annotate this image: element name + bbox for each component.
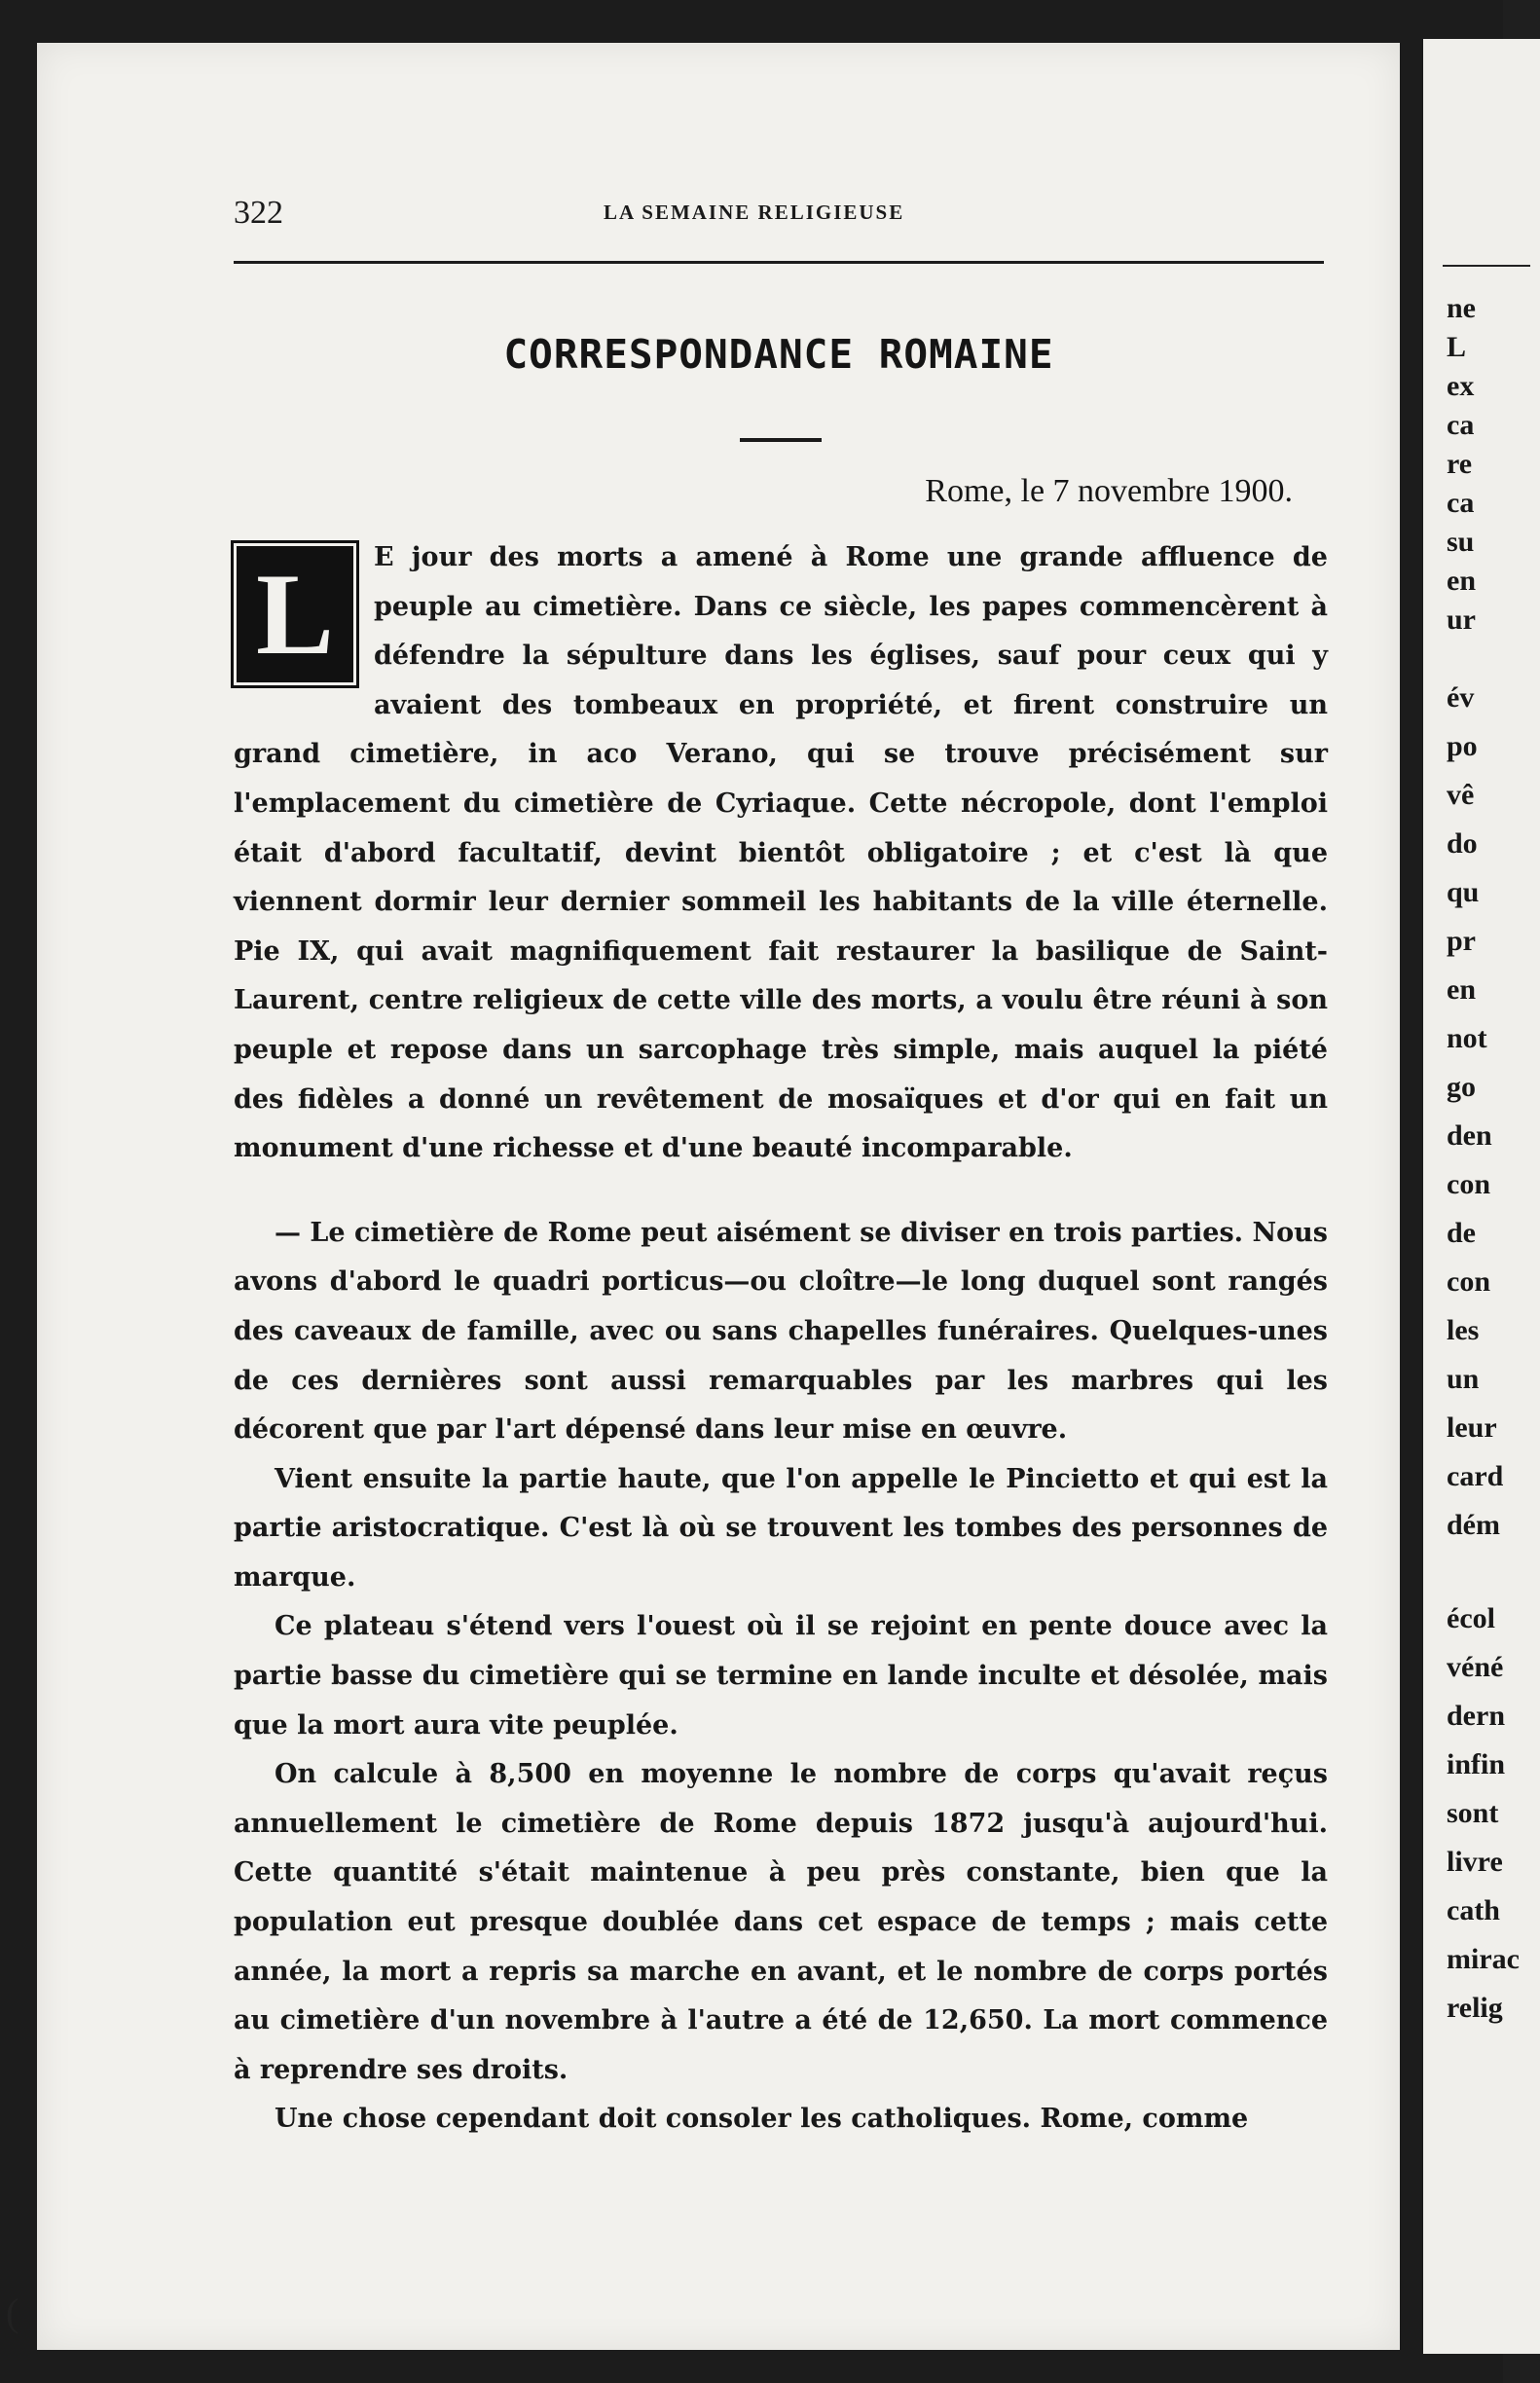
page-number: 322: [234, 195, 283, 231]
paragraph: Ce plateau s'étend vers l'ouest où il se rejoint en pente douce avec la partie basse du cimetière qui se termine en lande inculte et désolée, mais que la mort aura vite peuplée.: [234, 1611, 1328, 1741]
adjacent-line-fragment: den: [1447, 1119, 1492, 1152]
adjacent-line-fragment: en: [1447, 565, 1476, 597]
adjacent-line-fragment: écol: [1447, 1602, 1495, 1634]
header-rule: [234, 261, 1324, 264]
adjacent-line-fragment: livre: [1447, 1846, 1503, 1878]
article-body: [234, 533, 1328, 2145]
paragraph: [234, 533, 1328, 1174]
adjacent-line-fragment: dern: [1447, 1700, 1505, 1732]
running-head: LA SEMAINE RELIGIEUSE: [604, 201, 905, 224]
paragraph: On calcule à 8,500 en moyenne le nombre de corps qu'avait reçus annuellement le cimetière de Rome depuis 1872 jusqu'à aujourd'hui. Cette quantité s'était maintenue à peu près constante, bien que la population eut presque doublée dans cet espace de temps ; mais cette année, la mort a repris sa marche en avant, et le nombre de corps portés au cimetière d'un novembre à l'autre a été de 12,650. La mort commence à reprendre ses droits.: [234, 1759, 1328, 2085]
adjacent-line-fragment: con: [1447, 1265, 1490, 1298]
adjacent-line-fragment: qu: [1447, 876, 1480, 908]
adjacent-line-fragment: les: [1447, 1314, 1480, 1346]
adjacent-line-fragment: pr: [1447, 925, 1476, 957]
adjacent-line-fragment: relig: [1447, 1992, 1503, 2024]
paragraph: — Le cimetière de Rome peut aisément se diviser en trois parties. Nous avons d'abord le quadri porticus—ou cloître—le long duquel sont rangés des caveaux de famille, avec ou sans chapelles funéraires. Quelques-unes de ces dernières sont aussi remarquables par les marbres qui les décorent que par l'art dépensé dans leur mise en œuvre.: [234, 1217, 1328, 1446]
adjacent-line-fragment: con: [1447, 1168, 1490, 1200]
paragraph-text: E jour des morts a amené à Rome une grande affluence de peuple au cimetière. Dans ce siècle, les papes commencèrent à défendre la sépulture dans les églises, sauf pour ceux qui y avaient des tombeaux en propriété, et firent construire un grand cimetière, in aco Verano, qui se trouve précisément sur l'emplacement du cimetière de Cyriaque. Cette nécropole, dont l'emploi était d'abord facultatif, devint bientôt obligatoire ; et c'est là que viennent dormir leur dernier sommeil les habitants de la ville éternelle. Pie IX, qui avait magnifiquement fait restaurer la basilique de Saint-Laurent, centre religieux de cette ville des morts, a voulu être réuni à son peuple et repose dans un sarcophage très simple, mais auquel la piété des fidèles a donné un revêtement de mosaïques et d'or qui en fait un monument d'une richesse et d'une beauté incomparable.: [234, 542, 1328, 1164]
adjacent-line-fragment: de: [1447, 1217, 1476, 1249]
adjacent-line-fragment: ex: [1447, 370, 1475, 402]
adjacent-line-fragment: cath: [1447, 1894, 1500, 1926]
adjacent-line-fragment: L: [1447, 331, 1467, 363]
adjacent-page-rule: [1443, 265, 1530, 267]
paragraph: Une chose cependant doit consoler les catholiques. Rome, comme: [275, 2104, 1249, 2135]
adjacent-line-fragment: un: [1447, 1363, 1480, 1395]
adjacent-page-edge: [1423, 39, 1540, 2354]
adjacent-line-fragment: vê: [1447, 779, 1475, 811]
adjacent-line-fragment: su: [1447, 526, 1475, 558]
drop-cap: L: [234, 543, 356, 685]
adjacent-line-fragment: ne: [1447, 292, 1476, 324]
adjacent-line-fragment: en: [1447, 973, 1476, 1006]
adjacent-line-fragment: do: [1447, 827, 1478, 860]
adjacent-line-fragment: véné: [1447, 1651, 1504, 1683]
margin-mark: (: [6, 2291, 19, 2334]
adjacent-line-fragment: sont: [1447, 1797, 1499, 1829]
adjacent-line-fragment: re: [1447, 448, 1473, 480]
adjacent-line-fragment: not: [1447, 1022, 1487, 1054]
dateline: Rome, le 7 novembre 1900.: [925, 473, 1293, 509]
article-title: CORRESPONDANCE ROMAINE: [503, 331, 1054, 378]
paragraph: Vient ensuite la partie haute, que l'on appelle le Pincietto et qui est la partie aristocratique. C'est là où se trouvent les tombes des personnes de marque.: [234, 1463, 1328, 1593]
adjacent-line-fragment: go: [1447, 1071, 1476, 1103]
adjacent-line-fragment: leur: [1447, 1411, 1497, 1444]
adjacent-line-fragment: po: [1447, 730, 1478, 762]
adjacent-line-fragment: card: [1447, 1460, 1504, 1492]
page-header: [234, 195, 1324, 243]
adjacent-line-fragment: mirac: [1447, 1943, 1520, 1975]
adjacent-line-fragment: ca: [1447, 409, 1475, 441]
adjacent-line-fragment: infin: [1447, 1748, 1506, 1780]
adjacent-line-fragment: év: [1447, 681, 1475, 714]
title-rule: [740, 438, 822, 442]
adjacent-line-fragment: ur: [1447, 604, 1476, 636]
adjacent-line-fragment: dém: [1447, 1509, 1500, 1541]
adjacent-line-fragment: ca: [1447, 487, 1475, 519]
